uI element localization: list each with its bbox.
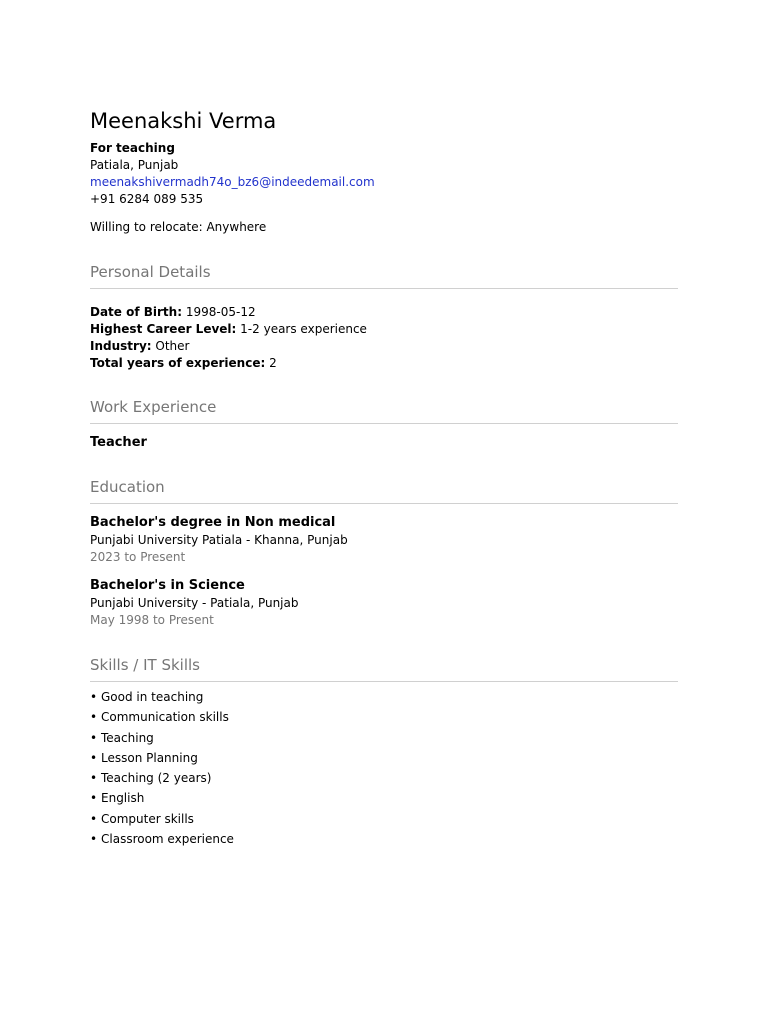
education-school: Punjabi University - Patiala, Punjab (90, 596, 299, 610)
resume-content (90, 107, 678, 851)
candidate-phone: +91 6284 089 535 (90, 192, 204, 206)
detail-value: 1998-05-12 (185, 305, 256, 319)
skill-label: Communication skills (101, 710, 229, 725)
education-item (90, 577, 678, 629)
bullet-icon: • (90, 730, 98, 745)
education-degree: Bachelor's in Science (90, 578, 245, 593)
education-heading: Education (90, 477, 678, 504)
bullet-icon: • (90, 811, 98, 826)
detail-value: 1-2 years experience (240, 322, 367, 336)
education-degree: Bachelor's degree in Non medical (90, 515, 336, 530)
skills-heading: Skills / IT Skills (90, 655, 678, 682)
skill-item (90, 831, 678, 848)
detail-label: Industry: (90, 339, 152, 353)
detail-date-of-birth (90, 304, 678, 321)
skill-label: English (101, 791, 145, 806)
detail-label: Highest Career Level: (90, 322, 237, 336)
education-school: Punjabi University Patiala - Khanna, Punjab (90, 533, 348, 547)
candidate-location: Patiala, Punjab (90, 158, 179, 172)
work-experience-heading: Work Experience (90, 397, 678, 424)
candidate-email-row (90, 174, 678, 191)
bullet-icon: • (90, 690, 98, 704)
detail-value: Other (155, 339, 190, 353)
skill-label: Teaching (101, 730, 154, 745)
skill-label: Teaching (2 years) (101, 771, 212, 786)
detail-label: Date of Birth: (90, 305, 183, 319)
skill-label: Classroom experience (101, 832, 234, 847)
skill-item (90, 730, 678, 747)
bullet-icon: • (90, 791, 98, 806)
detail-label: Total years of experience: (90, 356, 266, 370)
bullet-icon: • (90, 832, 98, 847)
skills-list (90, 689, 678, 848)
skill-item (90, 770, 678, 787)
skill-label: Lesson Planning (101, 750, 198, 765)
skill-label: Good in teaching (101, 690, 204, 704)
detail-value: 2 (269, 356, 277, 370)
candidate-headline: For teaching (90, 141, 175, 155)
candidate-name: Meenakshi Verma (90, 109, 277, 133)
skill-item (90, 689, 678, 706)
detail-total-experience (90, 355, 678, 372)
bullet-icon: • (90, 771, 98, 786)
personal-details-list (90, 304, 678, 372)
skill-item (90, 790, 678, 807)
detail-career-level (90, 321, 678, 338)
detail-industry (90, 338, 678, 355)
skill-item (90, 750, 678, 767)
education-item (90, 514, 678, 566)
job-title: Teacher (90, 435, 147, 450)
bullet-icon: • (90, 710, 98, 725)
personal-details-heading: Personal Details (90, 262, 678, 289)
candidate-email-link[interactable]: meenakshivermadh74o_bz6@indeedemail.com (90, 175, 375, 189)
relocate-info: Willing to relocate: Anywhere (90, 220, 267, 234)
education-dates: 2023 to Present (90, 550, 186, 564)
skill-item (90, 709, 678, 726)
skill-label: Computer skills (101, 811, 194, 826)
skill-item (90, 811, 678, 828)
bullet-icon: • (90, 750, 98, 765)
education-dates: May 1998 to Present (90, 613, 214, 627)
